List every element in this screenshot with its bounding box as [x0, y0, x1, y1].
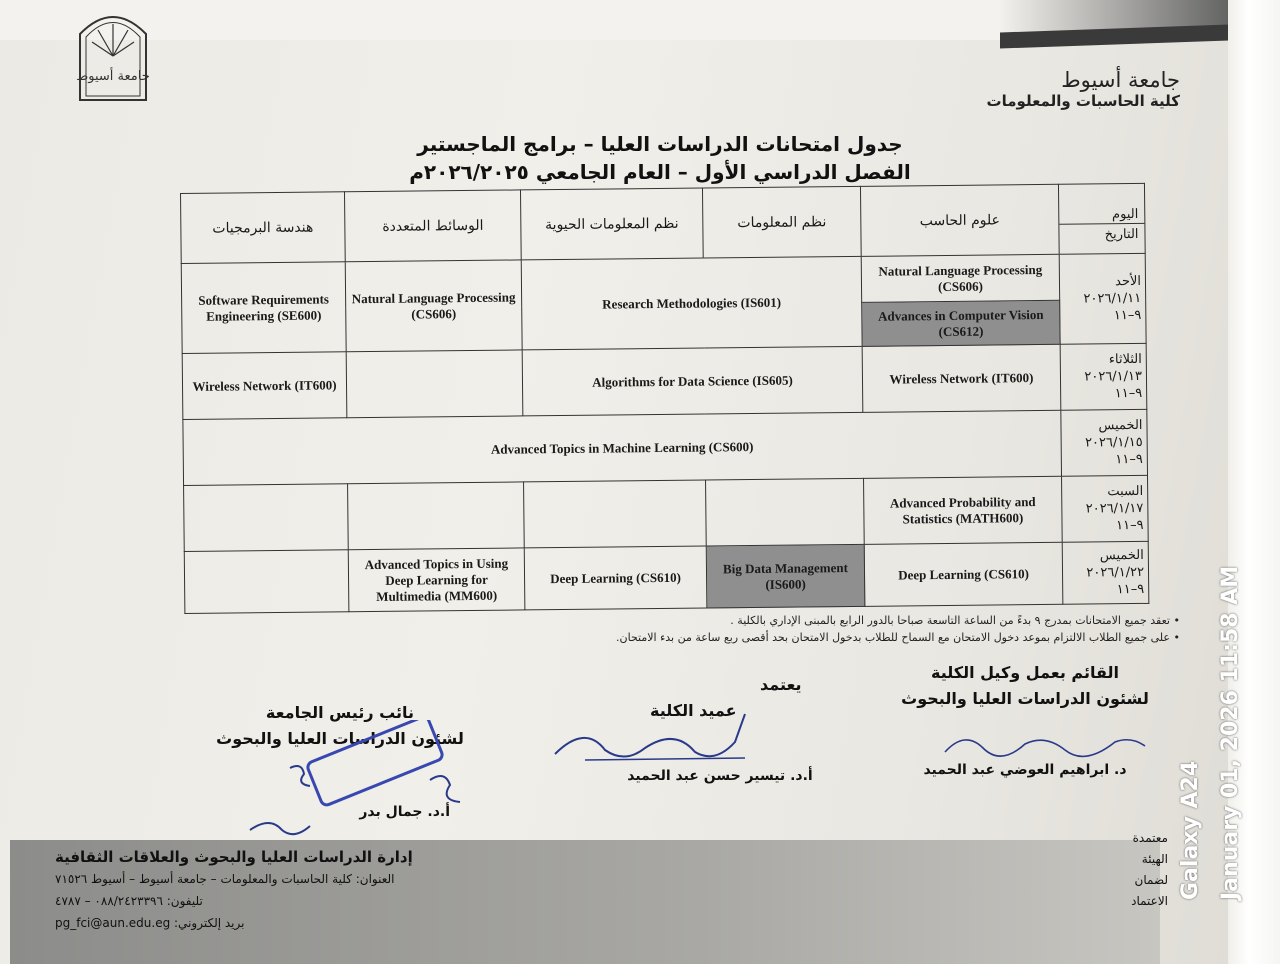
- footer-email: بريد إلكتروني: pg_fci@aun.edu.eg: [55, 916, 245, 930]
- col-header-bio: نظم المعلومات الحيوية: [520, 188, 703, 260]
- col-header-cs: علوم الحاسب: [860, 184, 1059, 256]
- col-header-is: نظم المعلومات: [702, 186, 861, 258]
- cell-r5-is: Big Data Management (IS600): [706, 544, 865, 608]
- dean-signature: [545, 704, 765, 774]
- cell-r1-se: Software Requirements Engineering (SE600): [181, 262, 346, 354]
- exam-schedule-table: [180, 183, 1149, 614]
- cell-r4-is: [706, 478, 865, 546]
- university-name: جامعة أسيوط: [1061, 68, 1180, 92]
- camera-watermark-device: Galaxy A24: [1178, 760, 1203, 900]
- cell-r4-se: [184, 484, 349, 552]
- day-time: ٩–١١: [1115, 451, 1143, 468]
- vice-dean-role: القائم بعمل وكيل الكلية: [931, 663, 1119, 682]
- cell-r5-bio: Deep Learning (CS610): [524, 546, 707, 610]
- vp-role-sub: لشئون الدراسات العليا والبحوث: [216, 729, 464, 748]
- day-time: ٩–١١: [1116, 581, 1145, 598]
- handwritten-marks: [240, 760, 480, 850]
- note-item: • على جميع الطلاب الالتزام بموعد دخول الامتحان مع السماح للطلاب بدخول الامتحان بحد أقصى ربع ساعة من بدء الامتحان.: [616, 631, 1180, 644]
- dean-name: أ.د. تيسير حسن عبد الحميد: [627, 768, 813, 784]
- corner-date-label: التاريخ: [1104, 226, 1139, 243]
- dean-role: عميد الكلية: [650, 701, 737, 720]
- day-time: ٩–١١: [1113, 307, 1142, 324]
- day-cell-2: [1060, 343, 1147, 410]
- day-date: ٢٠٢٦/١/١٥: [1084, 434, 1143, 451]
- day-name: السبت: [1107, 483, 1144, 500]
- faculty-name: كلية الحاسبات والمعلومات: [986, 92, 1180, 110]
- exam-notes: [420, 612, 1180, 646]
- approve-label: يعتمد: [760, 675, 802, 694]
- cell-r4-bio: [524, 480, 707, 548]
- cell-r5-se: [184, 550, 349, 614]
- corner-cell: [1058, 183, 1145, 254]
- day-name: الثلاثاء: [1108, 351, 1142, 368]
- day-cell-1: [1059, 253, 1146, 344]
- university-logo: [72, 4, 154, 104]
- day-date: ٢٠٢٦/١/١١: [1083, 290, 1142, 307]
- vp-name: أ.د. جمال بدر: [359, 804, 450, 820]
- day-date: ٢٠٢٦/١/١٣: [1084, 368, 1143, 385]
- vice-dean-signature: [935, 722, 1155, 766]
- day-time: ٩–١١: [1114, 385, 1143, 402]
- cell-r2-se: Wireless Network (IT600): [182, 352, 347, 420]
- vice-dean-name: د. ابراهيم العوضي عبد الحميد: [923, 762, 1127, 778]
- logo-text: جامعة أسيوط: [76, 69, 150, 84]
- day-cell-3: [1061, 409, 1148, 476]
- accreditation-badge: معتمدة الهيئة لضمان الاعتماد: [1131, 831, 1168, 908]
- day-name: الخميس: [1099, 547, 1144, 564]
- cell-r1-mm: Natural Language Processing (CS606): [345, 260, 522, 352]
- note-item: • تعقد جميع الامتحانات بمدرج ٩ بدءً من الساعة التاسعة صباحا بالدور الرابع بالمبنى الإداري بالكلية .: [730, 614, 1180, 627]
- cell-r5-cs: Deep Learning (CS610): [864, 542, 1063, 606]
- col-header-mm: الوسائط المتعددة: [344, 190, 521, 262]
- camera-watermark-timestamp: January 01, 2026 11:58 AM: [1218, 565, 1243, 900]
- day-date: ٢٠٢٦/١/١٧: [1085, 500, 1144, 517]
- cell-r1-cs-a: Natural Language Processing (CS606): [861, 254, 1059, 302]
- page-subtitle: الفصل الدراسي الأول – العام الجامعي ٢٠٢٦/٢٠٢٥م: [409, 160, 911, 184]
- footer-address: العنوان: كلية الحاسبات والمعلومات – جامعة أسيوط – أسيوط ٧١٥٢٦: [55, 872, 395, 886]
- day-time: ٩–١١: [1116, 517, 1144, 534]
- cell-r4-cs: Advanced Probability and Statistics (MATH600): [864, 476, 1063, 544]
- cell-r3-all: Advanced Topics in Machine Learning (CS600): [183, 410, 1062, 485]
- cell-r4-mm: [348, 482, 525, 550]
- cell-r2-mm: [346, 350, 523, 418]
- cell-r5-mm: Advanced Topics in Using Deep Learning for Multimedia (MM600): [348, 548, 525, 612]
- day-cell-4: [1062, 475, 1149, 542]
- day-cell-5: [1062, 541, 1149, 604]
- footer-department: إدارة الدراسات العليا والبحوث والعلاقات الثقافية: [55, 848, 413, 866]
- cell-r1-cs-b: Advances in Computer Vision (CS612): [862, 300, 1060, 346]
- footer-phone: تليفون: ٠٨٨/٢٤٢٣٣٩٦ – ٤٧٨٧: [55, 894, 203, 908]
- page-title: جدول امتحانات الدراسات العليا – برامج الماجستير: [417, 132, 903, 156]
- corner-day-label: اليوم: [1059, 191, 1144, 225]
- vice-dean-role-sub: لشئون الدراسات العليا والبحوث: [901, 689, 1149, 708]
- cell-r2-is-bio: Algorithms for Data Science (IS605): [522, 346, 863, 416]
- cell-r1-is-bio: Research Methodologies (IS601): [521, 256, 862, 350]
- cell-r2-cs: Wireless Network (IT600): [862, 344, 1061, 412]
- col-header-se: هندسة البرمجيات: [181, 192, 346, 264]
- day-date: ٢٠٢٦/١/٢٢: [1086, 564, 1145, 581]
- vp-role: نائب رئيس الجامعة: [265, 703, 415, 722]
- day-name: الخميس: [1098, 417, 1143, 434]
- day-name: الأحد: [1115, 273, 1142, 290]
